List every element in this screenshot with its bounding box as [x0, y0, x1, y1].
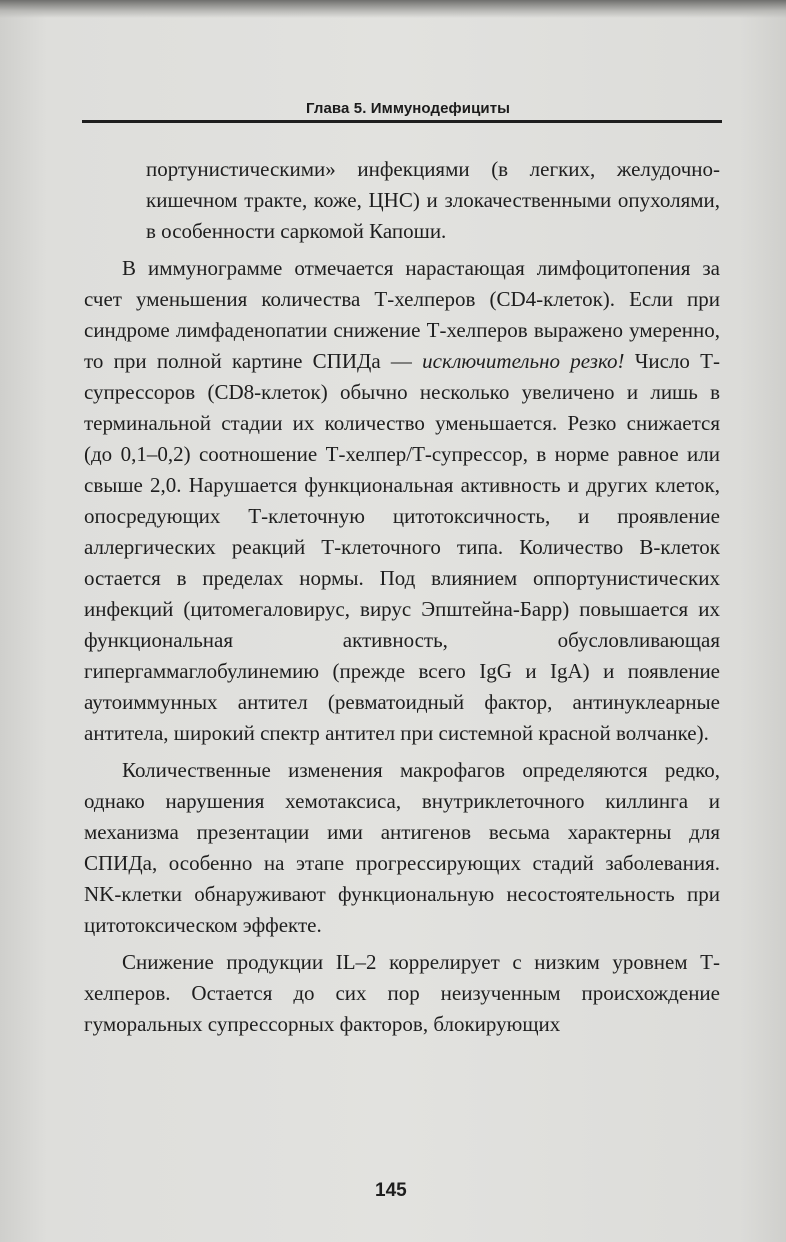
page-top-edge: [0, 0, 786, 18]
header-rule: [82, 120, 722, 123]
running-head: Глава 5. Иммунодефициты: [306, 100, 511, 117]
body-text: [84, 154, 720, 1046]
paragraph-il2: Снижение продукции IL–2 коррелирует с низким уровнем Т-хелперов. Остается до сих пор неизученным происхождение гуморальных супрессорных факторов, блокирующих: [84, 950, 720, 1036]
emphasis-text: исключительно резко!: [422, 349, 625, 373]
paragraph-text: В иммунограмме отмечается нарастающая лимфоцитопения за счет уменьшения количества Т-хелперов (CD4-клеток). Если при синдроме лимфаденопатии снижение Т-хелперов выражено умеренно, то при полной картине СПИДа —: [84, 256, 720, 373]
page-number: 145: [375, 1180, 407, 1201]
paragraph-immunogram: [84, 253, 720, 749]
paragraph-continued: портунистическими» инфекциями (в легких, желудочно-кишечном тракте, коже, ЦНС) и злокачественными опухолями, в особенности саркомой Капоши.: [146, 157, 720, 243]
paragraph-macrophages: Количественные изменения макрофагов определяются редко, однако нарушения хемотаксиса, внутриклеточного киллинга и механизма презентации ими антигенов весьма характерны для СПИДа, особенно на этапе прогрессирующих стадий заболевания. NK-клетки обнаруживают функциональную несостоятельность при цитотоксическом эффекте.: [84, 758, 720, 937]
paragraph-text: Число Т-супрессоров (CD8-клеток) обычно несколько увеличено и лишь в терминальной стадии их количество уменьшается. Резко снижается (до 0,1–0,2) соотношение Т-хелпер/Т-супрессор, в норме равное или свыше 2,0. Нарушается функциональная активность и других клеток, опосредующих Т-клеточную цитотоксичность, и проявление аллергических реакций Т-клеточного типа. Количество В-клеток остается в пределах нормы. Под влиянием оппортунистических инфекций (цитомегаловирус, вирус Эпштейна-Барр) повышается их функциональная активность, обусловливающая гипергаммаглобулинемию (прежде всего IgG и IgA) и появление аутоиммунных антител (ревматоидный фактор, антинуклеарные антитела, широкий спектр антител при системной красной волчанке).: [84, 349, 720, 745]
